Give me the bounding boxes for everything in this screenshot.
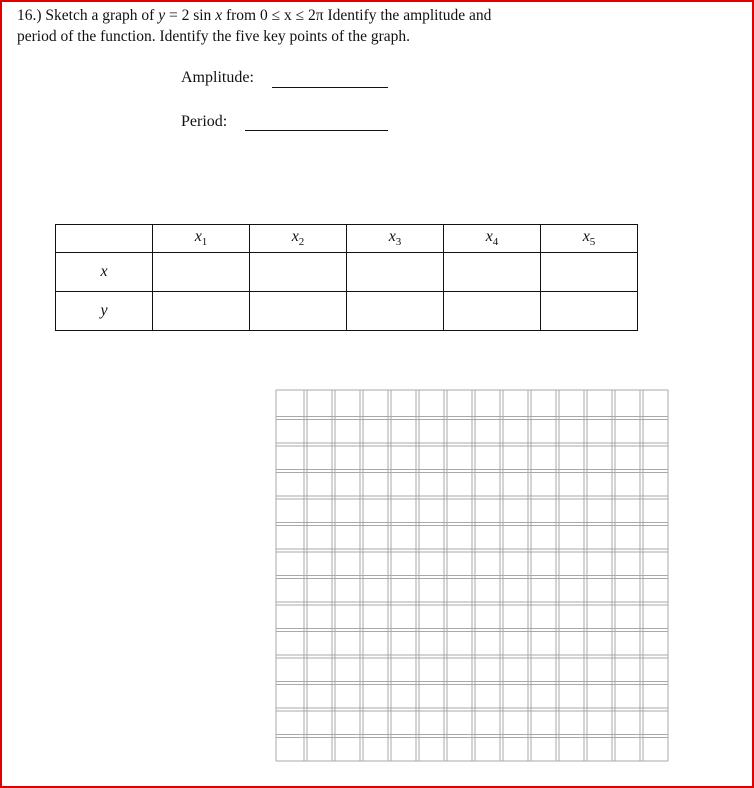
table-cell[interactable] — [153, 253, 250, 292]
table-cell[interactable] — [444, 292, 541, 331]
domain-inequality: 0 ≤ x ≤ 2π — [259, 7, 324, 24]
question-text-prefix: Sketch a graph of — [45, 7, 155, 24]
function-x: x — [215, 7, 223, 24]
table-header-cell: $x_5$ — [541, 225, 638, 253]
amplitude-row — [181, 69, 254, 87]
table-cell[interactable] — [347, 292, 444, 331]
period-row — [181, 113, 227, 131]
table-cell[interactable] — [541, 292, 638, 331]
period-label: Period: — [181, 113, 228, 130]
amplitude-blank[interactable] — [272, 70, 388, 88]
amplitude-label: Amplitude: — [181, 69, 254, 86]
period-blank[interactable] — [245, 113, 388, 131]
table-cell[interactable] — [541, 253, 638, 292]
table-row — [56, 292, 638, 331]
table-header-cell: $x_2$ — [250, 225, 347, 253]
table-header-cell: $x_4$ — [444, 225, 541, 253]
table-cell[interactable] — [250, 253, 347, 292]
question-line-two: period of the function. Identify the five key points of the graph. — [17, 28, 410, 45]
table-cell[interactable] — [347, 253, 444, 292]
table-cell[interactable] — [444, 253, 541, 292]
key-points-table — [55, 224, 638, 331]
table-cell[interactable] — [153, 292, 250, 331]
row-label-x: x — [56, 253, 153, 292]
table-header-row — [56, 225, 638, 253]
function-eq: = 2 sin — [165, 7, 216, 24]
table-header-corner — [56, 225, 153, 253]
question-number: 16.) — [17, 7, 42, 24]
question-text-suffix: Identify the amplitude and — [327, 7, 492, 24]
function-y: y — [158, 7, 166, 24]
table-header-cell: $x_3$ — [347, 225, 444, 253]
table-cell[interactable] — [250, 292, 347, 331]
table-header-cell: $x_1$ — [153, 225, 250, 253]
table-row — [56, 253, 638, 292]
function-from: from — [222, 7, 260, 24]
question-prompt — [17, 5, 732, 47]
row-label-y: y — [56, 292, 153, 331]
graph-paper-grid[interactable] — [275, 389, 669, 762]
